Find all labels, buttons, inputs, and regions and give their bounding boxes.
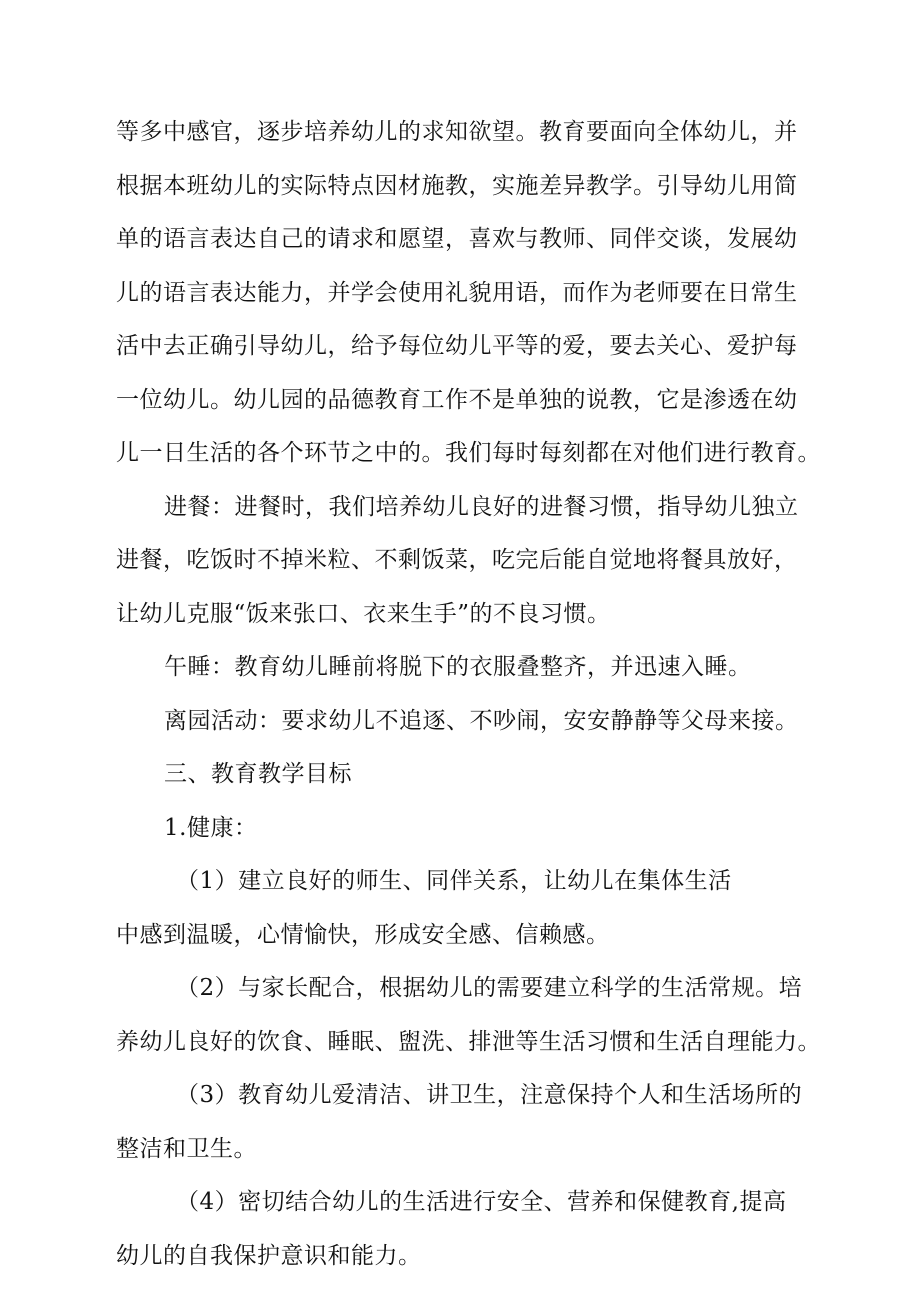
text-line: （2）与家长配合，根据幼儿的需要建立科学的生活常规。培 — [176, 975, 803, 1001]
subsection-heading: 1.健康： — [164, 815, 258, 841]
text-line: 儿的语言表达能力，并学会使用礼貌用语，而作为老师要在日常生 — [116, 280, 798, 306]
text-line: 活中去正确引导幼儿，给予每位幼儿平等的爱，要去关心、爱护每 — [116, 333, 798, 359]
text-line: 整洁和卫生。 — [116, 1136, 257, 1162]
text-line: 根据本班幼儿的实际特点因材施教，实施差异教学。引导幼儿用简 — [116, 173, 798, 199]
text-line: 单的语言表达自己的请求和愿望，喜欢与教师、同伴交谈，发展幼 — [116, 226, 798, 252]
text-line: （1）建立良好的师生、同伴关系，让幼儿在集体生活 — [176, 868, 732, 894]
text-line: 养幼儿良好的饮食、睡眠、盥洗、排泄等生活习惯和生活自理能力。 — [116, 1029, 821, 1055]
text-line: 幼儿的自我保护意识和能力。 — [116, 1243, 422, 1269]
text-line: 儿一日生活的各个环节之中的。我们每时每刻都在对他们进行教育。 — [116, 440, 821, 466]
text-line: 让幼儿克服“饭来张口、衣来生手”的不良习惯。 — [116, 601, 611, 627]
text-line: 进餐，吃饭时不掉米粒、不剩饭菜，吃完后能自觉地将餐具放好， — [116, 547, 798, 573]
paragraph-leaving: 离园活动：要求幼儿不追逐、不吵闹，安安静静等父母来接。 — [164, 708, 799, 734]
text-line: （4）密切结合幼儿的生活进行安全、营养和保健教育,提高 — [176, 1189, 787, 1215]
text-line: 中感到温暖，心情愉快，形成安全感、信赖感。 — [116, 922, 610, 948]
text-line: 一位幼儿。幼儿园的品德教育工作不是单独的说教，它是渗透在幼 — [116, 387, 798, 413]
text-line: 等多中感官，逐步培养幼儿的求知欲望。教育要面向全体幼儿，并 — [116, 119, 798, 145]
section-heading: 三、教育教学目标 — [164, 761, 352, 787]
text-line: 进餐：进餐时，我们培养幼儿良好的进餐习惯，指导幼儿独立 — [164, 494, 799, 520]
text-line: （3）教育幼儿爱清洁、讲卫生，注意保持个人和生活场所的 — [176, 1082, 803, 1108]
paragraph-nap: 午睡：教育幼儿睡前将脱下的衣服叠整齐，并迅速入睡。 — [164, 654, 752, 680]
